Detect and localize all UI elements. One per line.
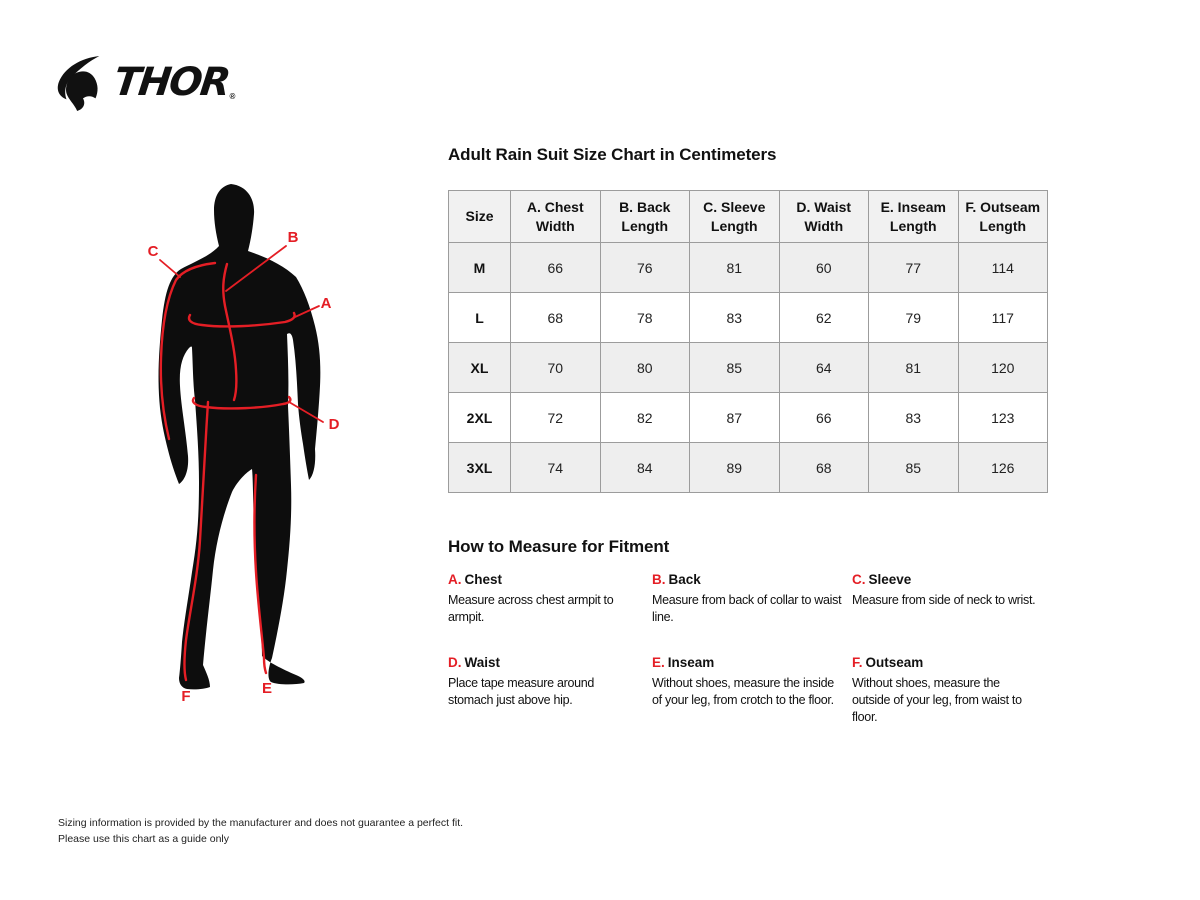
- value-cell: 126: [958, 443, 1048, 493]
- measure-name: Chest: [464, 572, 503, 587]
- value-cell: 68: [511, 293, 601, 343]
- value-cell: 68: [779, 443, 869, 493]
- measure-name: Outseam: [865, 654, 924, 670]
- thor-logo: [55, 54, 235, 112]
- size-chart-title: Adult Rain Suit Size Chart in Centimeters: [448, 145, 777, 164]
- table-row-xl: [449, 343, 1048, 393]
- measure-name: Inseam: [667, 654, 715, 670]
- measure-name: Back: [668, 572, 701, 587]
- table-row-3xl: [449, 443, 1048, 493]
- column-header-chest: A. Chest Width: [511, 191, 601, 243]
- header-row: [449, 191, 1048, 243]
- value-cell: 81: [690, 243, 780, 293]
- column-header-waist: D. Waist Width: [779, 191, 869, 243]
- measure-guide-grid: [448, 572, 1048, 725]
- size-cell: 2XL: [449, 393, 511, 443]
- table-row-l: [449, 293, 1048, 343]
- value-cell: 66: [511, 243, 601, 293]
- value-cell: 83: [869, 393, 959, 443]
- size-cell: M: [449, 243, 511, 293]
- value-cell: 85: [869, 443, 959, 493]
- measure-letter: C.: [852, 572, 866, 587]
- value-cell: 60: [779, 243, 869, 293]
- column-header-size: Size: [449, 191, 511, 243]
- value-cell: 70: [511, 343, 601, 393]
- value-cell: 80: [600, 343, 690, 393]
- value-cell: 74: [511, 443, 601, 493]
- value-cell: 89: [690, 443, 780, 493]
- measure-letter: D.: [448, 654, 462, 670]
- value-cell: 87: [690, 393, 780, 443]
- figure-label-f: F: [181, 688, 191, 705]
- column-header-back: B. Back Length: [600, 191, 690, 243]
- value-cell: 64: [779, 343, 869, 393]
- value-cell: 66: [779, 393, 869, 443]
- size-cell: L: [449, 293, 511, 343]
- value-cell: 120: [958, 343, 1048, 393]
- measure-description: Without shoes, measure the inside of your leg, from crotch to the floor.: [652, 675, 834, 707]
- value-cell: 72: [511, 393, 601, 443]
- thor-logo-icon: [55, 54, 109, 112]
- registered-mark: ®: [229, 92, 236, 101]
- value-cell: 78: [600, 293, 690, 343]
- column-header-inseam: E. Inseam Length: [869, 191, 959, 243]
- measure-item-sleeve: [852, 572, 1048, 626]
- measure-item-inseam: [652, 655, 852, 726]
- measure-guide-title: How to Measure for Fitment: [448, 537, 670, 556]
- figure-label-c: C: [147, 243, 159, 260]
- measure-letter: B.: [652, 572, 666, 587]
- body-silhouette: [159, 184, 321, 689]
- measure-description: Without shoes, measure the outside of your leg, from waist to floor.: [852, 675, 1022, 724]
- value-cell: 85: [690, 343, 780, 393]
- value-cell: 81: [869, 343, 959, 393]
- figure-label-d: D: [328, 416, 340, 433]
- column-header-outseam: F. Outseam Length: [958, 191, 1048, 243]
- footer-disclaimer: [58, 816, 463, 848]
- measure-letter: F.: [852, 654, 863, 670]
- measure-item-back: [652, 572, 852, 626]
- value-cell: 123: [958, 393, 1048, 443]
- value-cell: 84: [600, 443, 690, 493]
- value-cell: 117: [958, 293, 1048, 343]
- size-chart-content: [448, 145, 1048, 725]
- value-cell: 114: [958, 243, 1048, 293]
- measure-letter: E.: [652, 654, 665, 670]
- measure-item-outseam: [852, 655, 1048, 726]
- figure-label-b: B: [287, 229, 299, 246]
- measure-description: Measure across chest armpit to armpit.: [448, 593, 614, 624]
- size-figure: [120, 160, 380, 720]
- value-cell: 83: [690, 293, 780, 343]
- measure-letter: A.: [448, 572, 462, 587]
- value-cell: 77: [869, 243, 959, 293]
- size-chart-table: [448, 190, 1048, 493]
- disclaimer-line-1: Sizing information is provided by the manufacturer and does not guarantee a perfect fit.: [58, 817, 464, 829]
- measure-item-waist: [448, 655, 652, 726]
- pointer-line-c: [160, 260, 180, 277]
- value-cell: 79: [869, 293, 959, 343]
- value-cell: 62: [779, 293, 869, 343]
- measure-name: Sleeve: [868, 572, 912, 587]
- size-cell: XL: [449, 343, 511, 393]
- column-header-sleeve: C. Sleeve Length: [690, 191, 780, 243]
- table-row-m: [449, 243, 1048, 293]
- disclaimer-line-2: Please use this chart as a guide only: [58, 832, 230, 845]
- size-cell: 3XL: [449, 443, 511, 493]
- measure-name: Waist: [464, 654, 501, 670]
- brand-wordmark: THOR: [111, 60, 232, 105]
- figure-label-e: E: [261, 680, 273, 697]
- measure-description: Measure from side of neck to wrist.: [852, 593, 1036, 607]
- table-row-2xl: [449, 393, 1048, 443]
- measure-item-chest: [448, 572, 652, 626]
- measure-description: Measure from back of collar to waist line.: [652, 593, 842, 624]
- figure-label-a: A: [320, 295, 332, 312]
- value-cell: 76: [600, 243, 690, 293]
- value-cell: 82: [600, 393, 690, 443]
- measure-description: Place tape measure around stomach just above hip.: [448, 675, 595, 707]
